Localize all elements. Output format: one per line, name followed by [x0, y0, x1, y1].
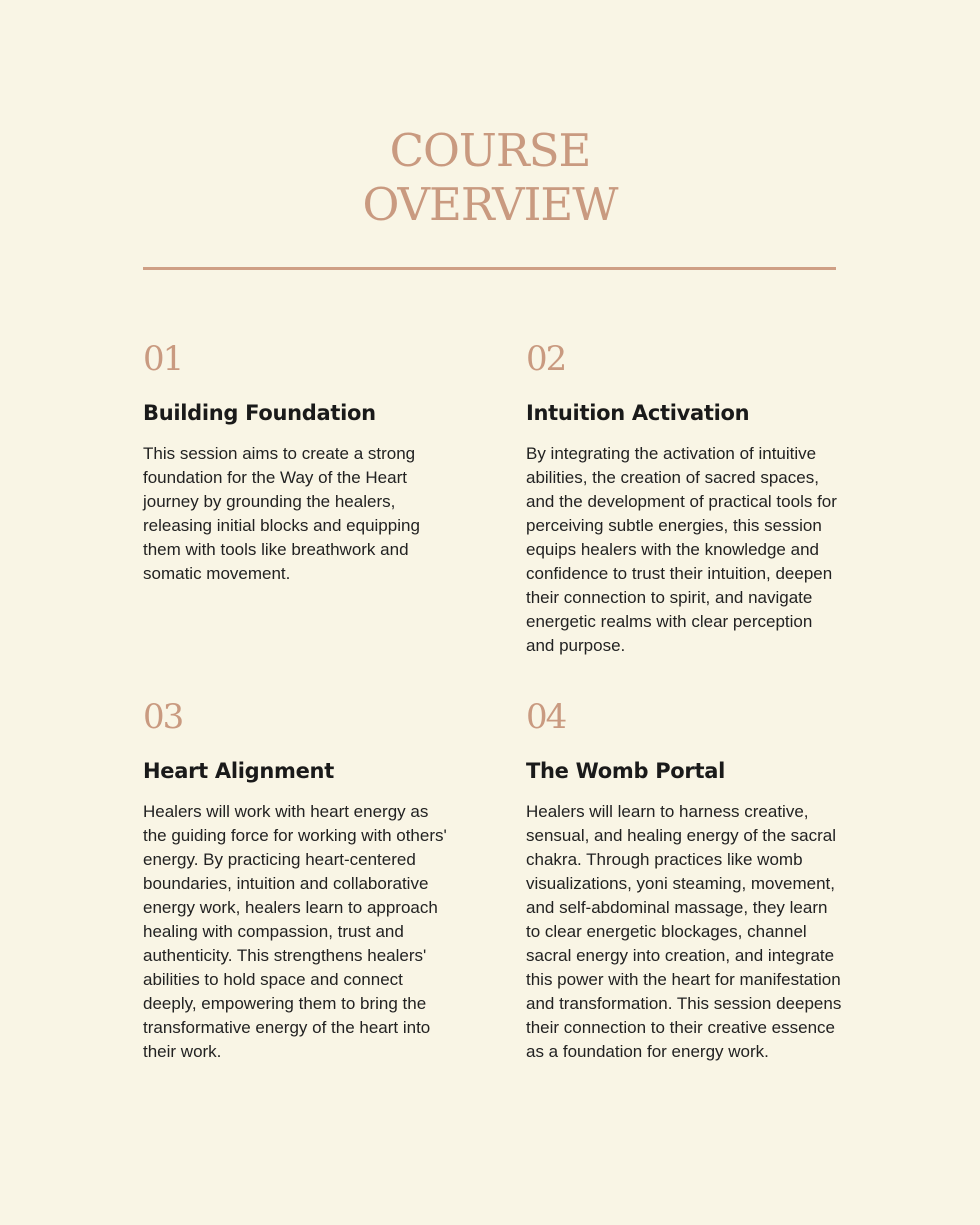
section-number: 04: [526, 697, 566, 737]
section-heading: The Womb Portal: [526, 759, 725, 783]
section-womb-portal: [526, 699, 844, 1064]
section-heading: Intuition Activation: [526, 401, 750, 425]
section-heading: Heart Alignment: [143, 759, 334, 783]
section-number: 03: [143, 697, 183, 737]
section-body: Healers will work with heart energy as the guiding force for working with others' energy. By practicing heart-centered boundaries, intuition and collaborative energy work, healers learn to approach healing with compassion, trust and authenticity. This strengthens healers' abilities to hold space and connect deeply, empowering them to bring the transformative energy of the heart into their work.: [143, 802, 447, 1061]
section-intuition-activation: [526, 341, 844, 658]
section-body: Healers will learn to harness creative, sensual, and healing energy of the sacral chakra. Through practices like womb visualizations, yoni steaming, movement, and self-abdominal massage, they learn to clear energetic blockages, channel sacral energy into creation, and integrate this power with the heart for manifestation and transformation. This session deepens their connection to their creative essence as a foundation for energy work.: [526, 802, 842, 1061]
section-building-foundation: [143, 341, 458, 586]
section-body: By integrating the activation of intuitive abilities, the creation of sacred spaces, and the development of practical tools for perceiving subtle energies, this session equips healers with the knowledge and confidence to trust their intuition, deepen their connection to spirit, and navigate energetic realms with clear perception and purpose.: [526, 444, 837, 655]
page-title-line1: COURSE: [389, 124, 591, 177]
title-divider: [143, 267, 836, 270]
section-number: 01: [143, 339, 183, 379]
section-number: 02: [526, 339, 566, 379]
page-title: [0, 124, 980, 232]
page-title-line2: OVERVIEW: [362, 178, 618, 231]
section-heart-alignment: [143, 699, 455, 1064]
section-body: This session aims to create a strong foundation for the Way of the Heart journey by grounding the healers, releasing initial blocks and equipping them with tools like breathwork and somatic movement.: [143, 444, 420, 583]
section-heading: Building Foundation: [143, 401, 376, 425]
